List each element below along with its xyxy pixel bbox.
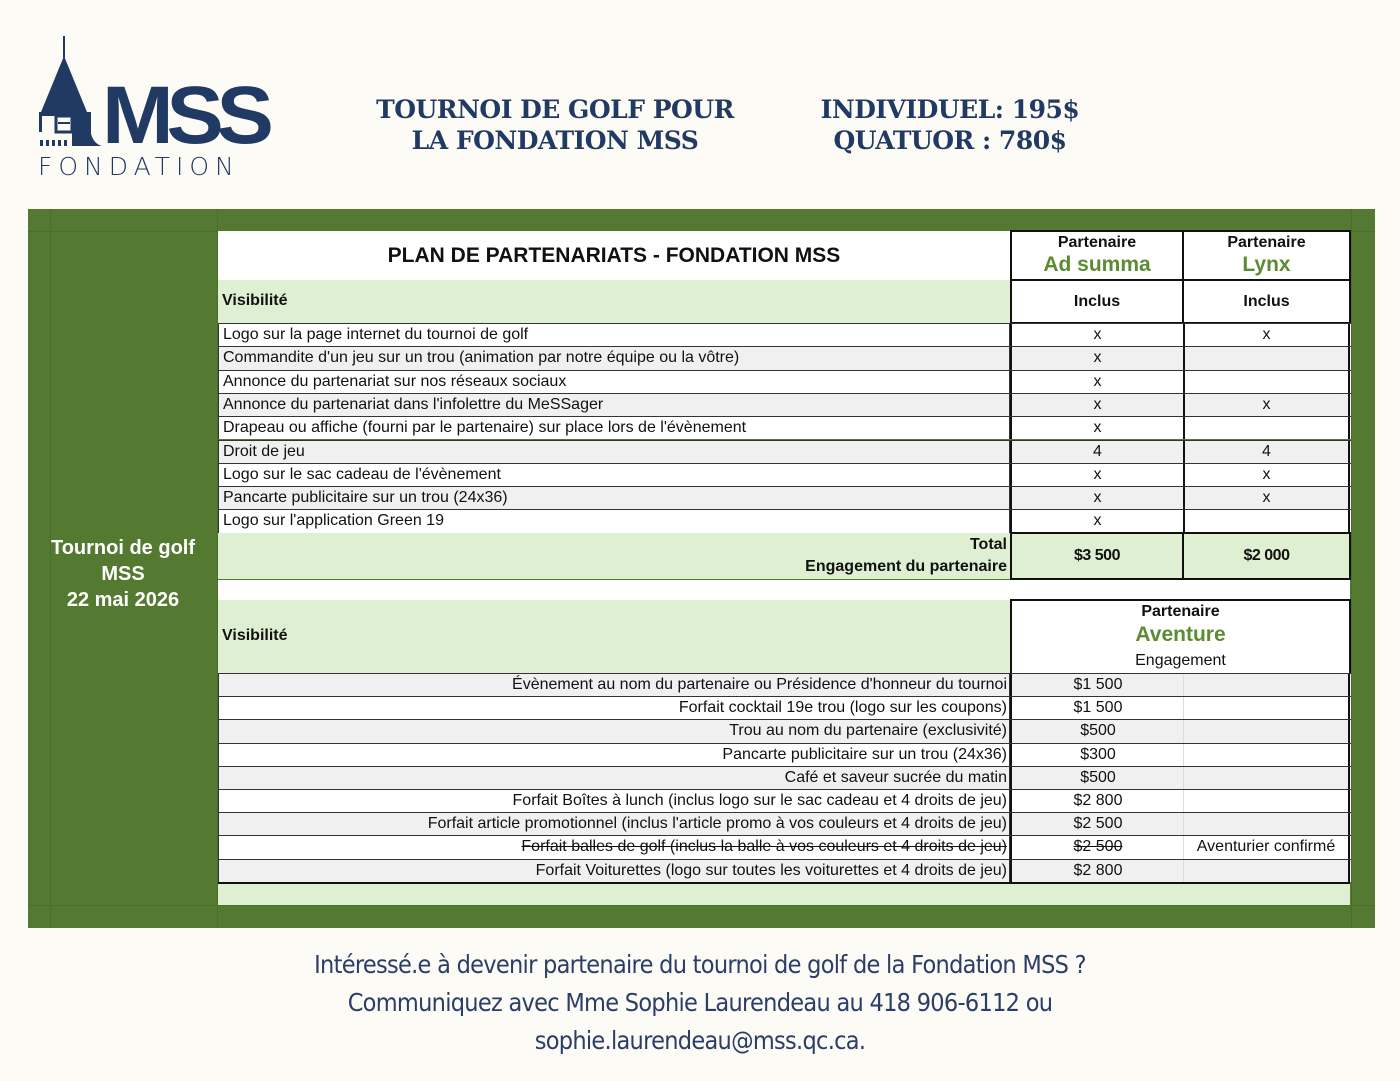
event-info [28, 535, 218, 613]
benefit-lynx [1183, 347, 1350, 369]
aventure-row [218, 673, 1351, 696]
package-label: Pancarte publicitaire sur un trou (24x36) [218, 744, 1010, 766]
contact-line-1: Intéressé.e à devenir partenaire du tournoi de golf de la Fondation MSS ? [314, 950, 1086, 979]
pricing-info [800, 94, 1100, 156]
spacer-row [218, 580, 1350, 600]
price-quatuor: QUATUOR : 780$ [833, 126, 1067, 155]
contact-line-2: Communiquez avec Mme Sophie Laurendeau au 418 906-6112 ou [347, 988, 1053, 1017]
aventure-row [218, 743, 1351, 766]
included-label: Inclus [1243, 293, 1290, 310]
plan-row [218, 509, 1351, 532]
aventure-row [218, 835, 1351, 858]
package-note [1183, 860, 1350, 882]
aventure-row [218, 696, 1351, 719]
event-name: Tournoi de golf [50, 537, 196, 559]
benefit-ad-summa: x [1010, 394, 1183, 416]
table-footer-row [218, 882, 1350, 905]
total-cell-a [1010, 532, 1184, 580]
tournament-title [370, 94, 740, 156]
tower-icon [36, 34, 106, 154]
package-label: Forfait article promotionnel (inclus l'article promo à vos couleurs et 4 droits de jeu) [218, 813, 1010, 835]
fondation-mss-logo [36, 34, 267, 184]
partner-name: Ad summa [1043, 253, 1151, 276]
aventure-row [218, 719, 1351, 742]
plan-row [218, 486, 1351, 509]
included-label: Inclus [1073, 293, 1121, 310]
package-price: $1 500 [1010, 674, 1184, 696]
total-cell-b [1182, 532, 1351, 580]
contact-info [70, 946, 1330, 1060]
benefit-lynx [1183, 371, 1350, 393]
benefit-lynx: x [1183, 324, 1350, 346]
package-price: $500 [1010, 767, 1184, 789]
package-note [1183, 674, 1350, 696]
package-price: $500 [1010, 720, 1184, 742]
engagement-label: Engagement du partenaire [805, 558, 1007, 575]
visibility-header [218, 280, 1010, 323]
benefit-ad-summa: x [1010, 417, 1183, 439]
benefit-ad-summa: x [1010, 464, 1183, 486]
benefit-ad-summa: x [1010, 487, 1183, 509]
title-line-2: LA FONDATION MSS [411, 126, 699, 155]
package-note [1183, 744, 1350, 766]
partner-header-lynx [1182, 230, 1351, 281]
package-note [1183, 790, 1350, 812]
total-label: Total [969, 536, 1007, 553]
package-label: Trou au nom du partenaire (exclusivité) [218, 720, 1010, 742]
plan-row [218, 346, 1351, 369]
package-note [1183, 813, 1350, 835]
price-individual: INDIVIDUEL: 195$ [820, 95, 1080, 124]
benefit-label: Logo sur le sac cadeau de l'évènement [218, 464, 1010, 486]
aventure-engagement-header [1010, 649, 1351, 674]
benefit-ad-summa: x [1010, 324, 1183, 346]
package-label: Forfait balles de golf (inclus la balle à vos couleurs et 4 droits de jeu) [218, 836, 1010, 858]
benefit-label: Logo sur l'application Green 19 [218, 510, 1010, 532]
benefit-label: Commandite d'un jeu sur un trou (animation par notre équipe ou la vôtre) [218, 347, 1010, 369]
total-value-ad-summa: $3 500 [1074, 547, 1120, 564]
plan-row [218, 323, 1351, 346]
benefit-label: Droit de jeu [218, 441, 1010, 463]
included-header-a [1010, 279, 1184, 324]
plan-row [218, 416, 1351, 439]
event-org: MSS [101, 563, 145, 585]
package-price: $2 500 [1010, 813, 1184, 835]
benefit-label: Annonce du partenariat dans l'infolettre du MeSSager [218, 394, 1010, 416]
benefit-lynx [1183, 510, 1350, 532]
partner-name: Lynx [1242, 253, 1291, 276]
partner-label: Partenaire [1227, 234, 1306, 251]
visibility-label: Visibilité [222, 292, 288, 309]
benefit-lynx: x [1183, 464, 1350, 486]
package-label: Forfait Voiturettes (logo sur toutes les voiturettes et 4 droits de jeu) [218, 860, 1010, 882]
partner-name: Aventure [1135, 623, 1226, 646]
benefit-label: Pancarte publicitaire sur un trou (24x36) [218, 487, 1010, 509]
benefit-label: Annonce du partenariat sur nos réseaux sociaux [218, 371, 1010, 393]
aventure-row [218, 789, 1351, 812]
benefit-label: Logo sur la page internet du tournoi de golf [218, 324, 1010, 346]
package-label: Forfait Boîtes à lunch (inclus logo sur le sac cadeau et 4 droits de jeu) [218, 790, 1010, 812]
benefit-ad-summa: x [1010, 510, 1183, 532]
title-line-1: TOURNOI DE GOLF POUR [376, 95, 734, 124]
package-note [1183, 720, 1350, 742]
package-price: $300 [1010, 744, 1184, 766]
package-price: $2 800 [1010, 860, 1184, 882]
package-note [1183, 697, 1350, 719]
package-price: $2 800 [1010, 790, 1184, 812]
included-header-b [1182, 279, 1351, 324]
total-value-lynx: $2 000 [1243, 547, 1290, 564]
package-note [1183, 767, 1350, 789]
benefit-lynx: x [1183, 394, 1350, 416]
benefit-ad-summa: x [1010, 347, 1183, 369]
plan-row [218, 370, 1351, 393]
aventure-visibility-header [218, 600, 1010, 673]
engagement-label: Engagement [1135, 652, 1226, 669]
benefit-lynx: 4 [1183, 441, 1350, 463]
aventure-row [218, 766, 1351, 789]
benefit-ad-summa: 4 [1010, 441, 1183, 463]
total-label-cell [218, 533, 1010, 579]
plan-title: PLAN DE PARTENARIATS - FONDATION MSS [387, 244, 841, 267]
plan-row [218, 463, 1351, 486]
package-label: Café et saveur sucrée du matin [218, 767, 1010, 789]
plan-row [218, 440, 1351, 463]
logo-brand: MSS [102, 70, 267, 161]
package-price: $1 500 [1010, 697, 1184, 719]
aventure-partner-header [1010, 599, 1351, 651]
benefit-lynx: x [1183, 487, 1350, 509]
benefit-lynx [1183, 417, 1350, 439]
benefit-ad-summa: x [1010, 371, 1183, 393]
aventure-row [218, 859, 1351, 882]
benefit-label: Drapeau ou affiche (fourni par le partenaire) sur place lors de l'évènement [218, 417, 1010, 439]
package-label: Évènement au nom du partenaire ou Présidence d'honneur du tournoi [218, 674, 1010, 696]
package-price: $2 500 [1010, 836, 1184, 858]
contact-email[interactable]: sophie.laurendeau@mss.qc.ca. [534, 1026, 866, 1055]
visibility-label: Visibilité [222, 627, 288, 644]
package-note: Aventurier confirmé [1183, 836, 1350, 858]
partner-header-ad-summa [1010, 230, 1184, 281]
plan-row [218, 393, 1351, 416]
package-label: Forfait cocktail 19e trou (logo sur les coupons) [218, 697, 1010, 719]
aventure-row [218, 812, 1351, 835]
partner-label: Partenaire [1141, 603, 1220, 620]
logo-subtitle: FONDATION [38, 152, 240, 181]
partner-label: Partenaire [1057, 234, 1137, 251]
event-date: 22 mai 2026 [66, 589, 180, 611]
